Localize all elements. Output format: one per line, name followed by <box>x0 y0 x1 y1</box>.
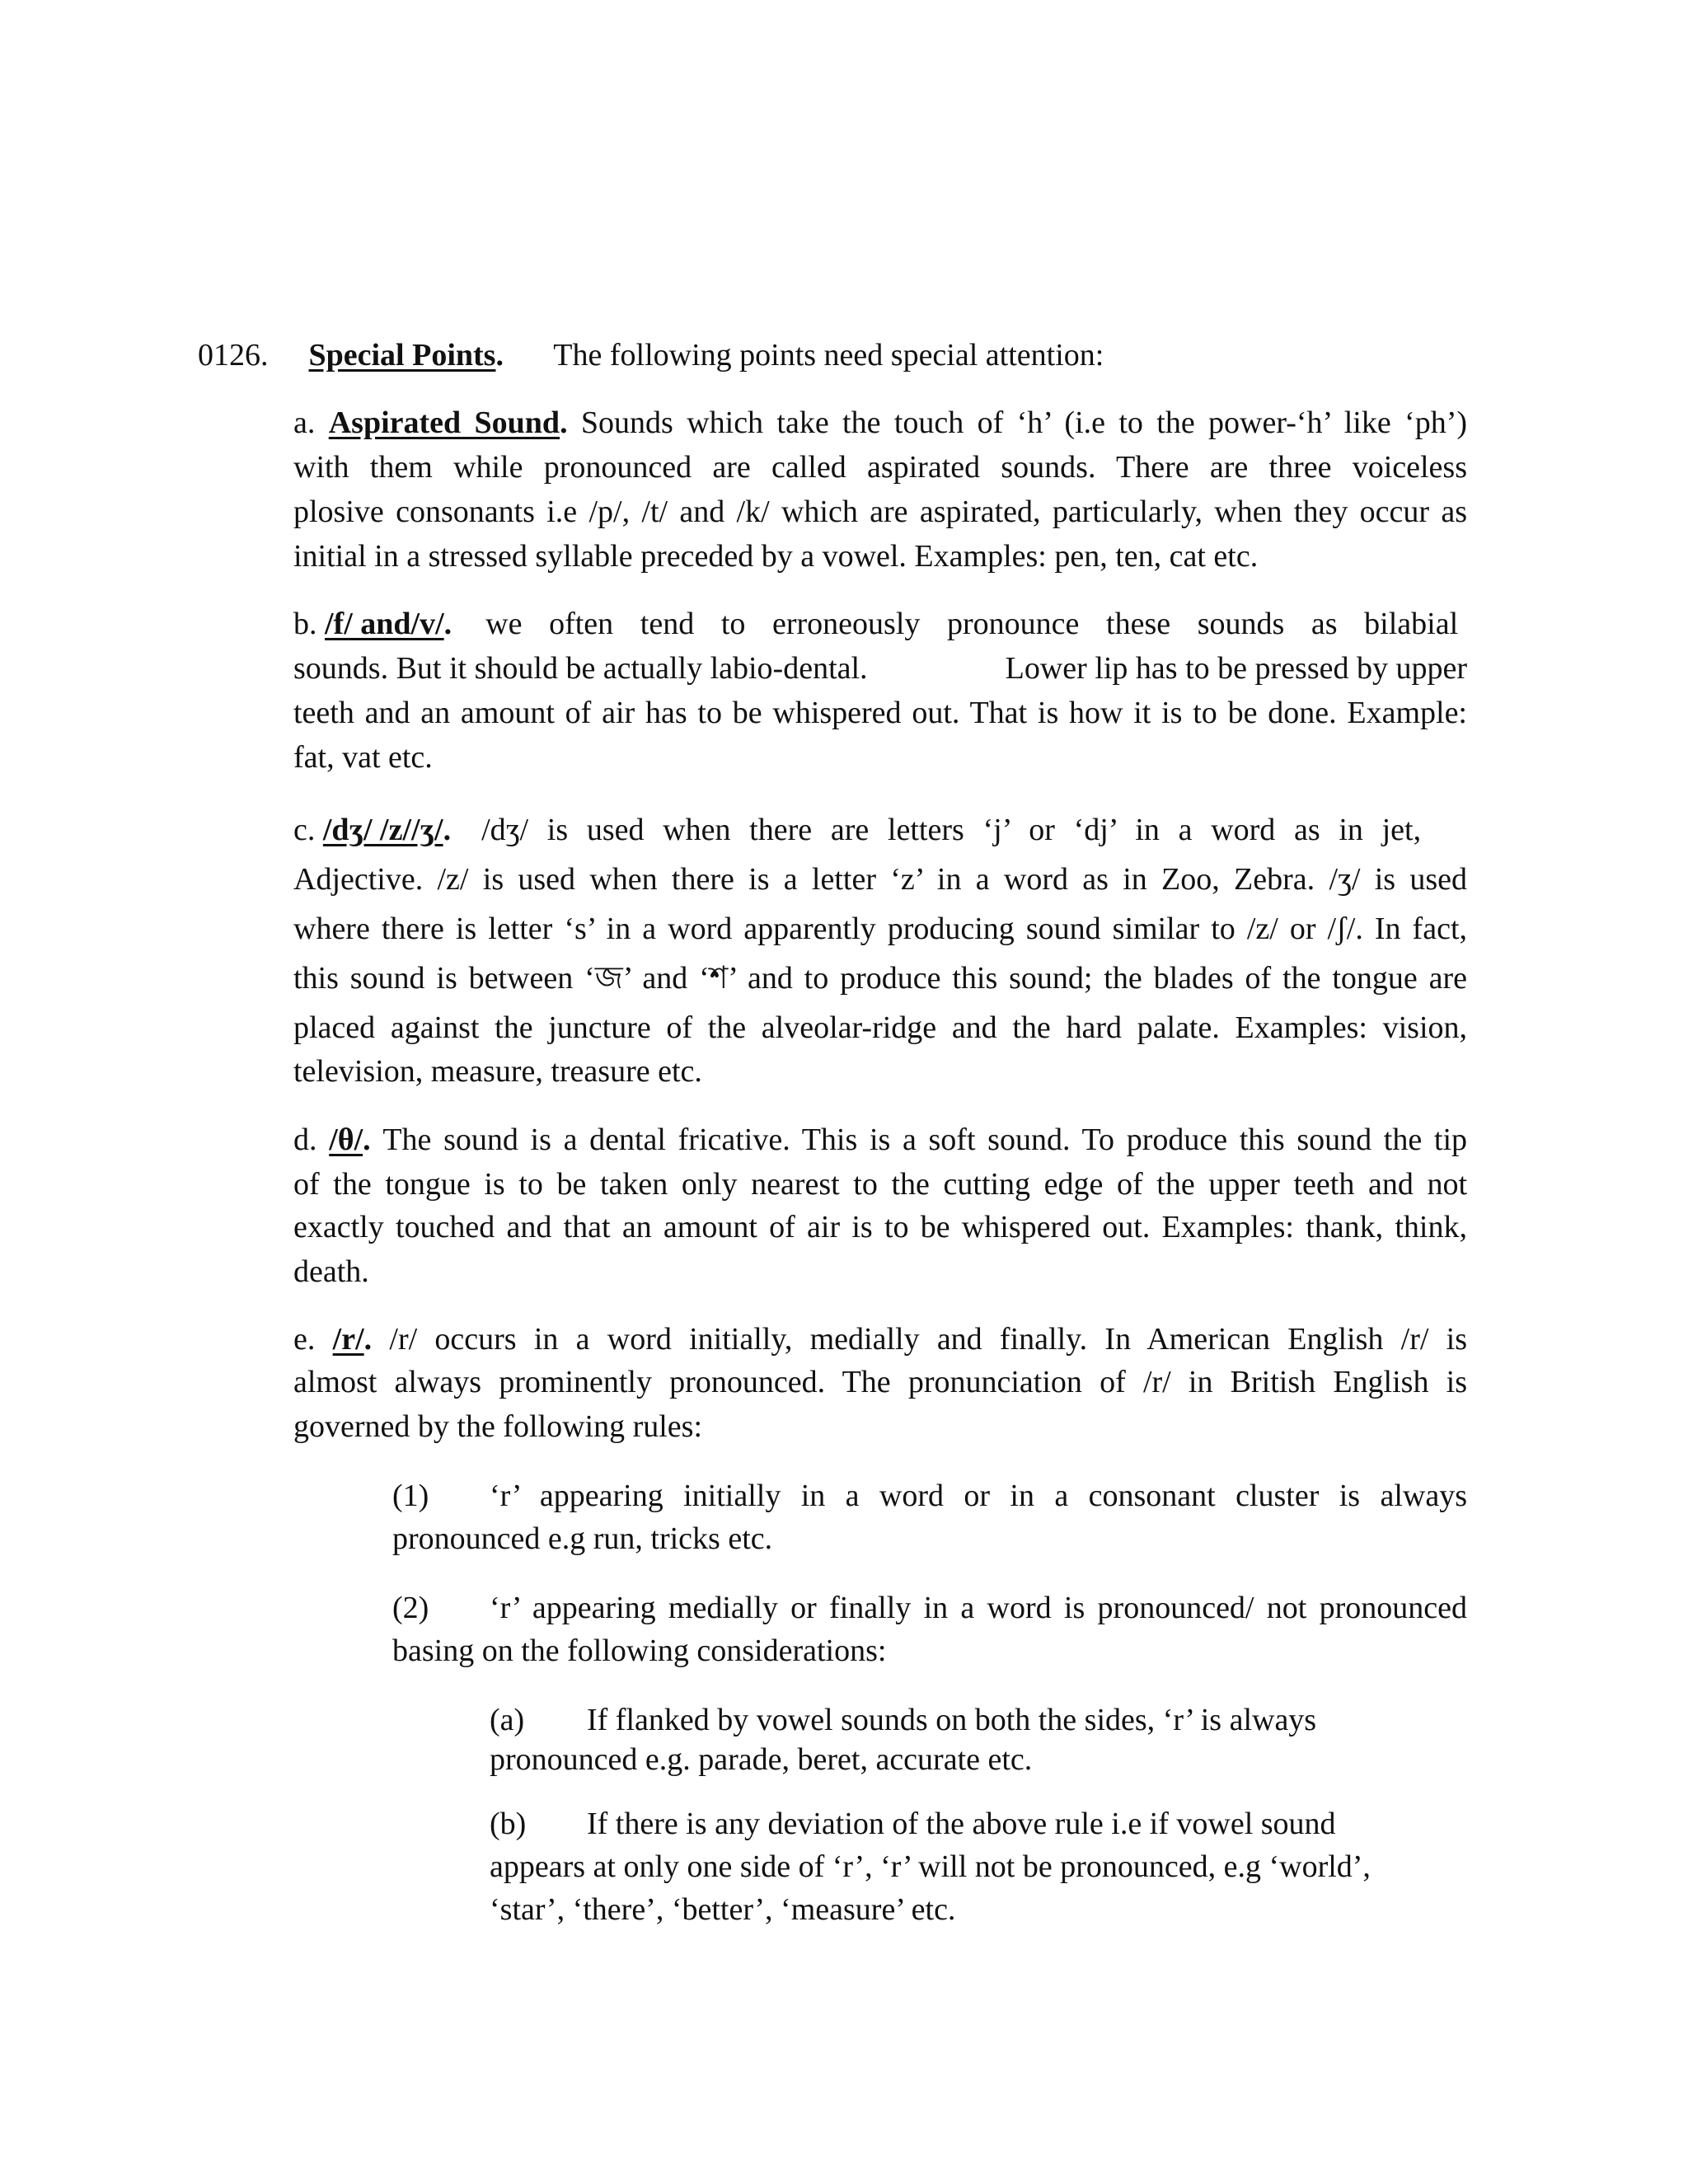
section-title: Special Points <box>308 338 496 373</box>
item-c-line-2: Adjective. /z/ is used when there is a letter ‘z’ in a word as in Zoo, Zebra. /ʒ/ is used <box>293 862 1467 897</box>
item-e-marker: e. <box>293 1322 316 1357</box>
item-b-line-4: fat, vat etc. <box>293 740 433 775</box>
item-a-line-1: a. Aspirated Sound. Sounds which take the touch of ‘h’ (i.e to the power-‘h’ like ‘ph’) <box>293 405 1468 440</box>
subrule-a-line-2: pronounced e.g. parade, beret, accurate etc. <box>490 1742 1033 1777</box>
rule-1-marker: (1) <box>392 1479 429 1513</box>
rule-2-line-2: basing on the following considerations: <box>392 1633 887 1668</box>
item-d-line-2: of the tongue is to be taken only nearest to the cutting edge of the upper teeth and not <box>293 1167 1467 1202</box>
section-number: 0126. <box>198 338 269 373</box>
rule-1-line-2: pronounced e.g run, tricks etc. <box>392 1521 773 1556</box>
item-e-line-3: governed by the following rules: <box>293 1409 703 1444</box>
item-b-line-1: b. /f/ and/v/. we often tend to erroneously pronounce these sounds as bilabial <box>293 607 1459 641</box>
item-b-line-3: teeth and an amount of air has to be whispered out. That is how it is to be done. Example: <box>293 696 1467 730</box>
item-b-heading: /f/ and/v/ <box>325 607 444 641</box>
rule-2-line-1: ‘r’ appearing medially or finally in a word is pronounced/ not pronounced <box>490 1591 1467 1625</box>
subrule-a-line-1: If flanked by vowel sounds on both the sides, ‘r’ is always <box>587 1703 1317 1737</box>
item-d-line-3: exactly touched and that an amount of air is to be whispered out. Examples: thank, think, <box>293 1210 1467 1244</box>
item-e-line-2: almost always prominently pronounced. The pronunciation of /r/ in British English is <box>293 1365 1467 1399</box>
subrule-b-line-1: If there is any deviation of the above rule i.e if vowel sound <box>587 1807 1336 1841</box>
item-a-line-2: with them while pronounced are called aspirated sounds. There are three voiceless <box>293 450 1467 485</box>
item-c-line-1: c. /dʒ/ /z//ʒ/. /dʒ/ is used when there are letters ‘j’ or ‘dj’ in a word as in jet, <box>293 813 1422 847</box>
subrule-b-marker: (b) <box>490 1807 527 1841</box>
rule-1-line-1: ‘r’ appearing initially in a word or in a consonant cluster is always <box>490 1479 1467 1513</box>
item-a-marker: a. <box>293 405 316 440</box>
item-c-line-5: placed against the juncture of the alveolar-ridge and the hard palate. Examples: vision, <box>293 1010 1467 1045</box>
subrule-b-line-3: ‘star’, ‘there’, ‘better’, ‘measure’ etc. <box>490 1892 956 1927</box>
item-c-line-6: television, measure, treasure etc. <box>293 1054 702 1089</box>
item-d-line-4: death. <box>293 1254 369 1289</box>
rule-2-marker: (2) <box>392 1591 429 1625</box>
item-c-marker: c. <box>293 813 316 847</box>
item-d-marker: d. <box>293 1122 317 1157</box>
item-c-heading: /dʒ/ /z//ʒ/ <box>322 813 443 847</box>
item-a-line-4: initial in a stressed syllable preceded by a vowel. Examples: pen, ten, cat etc. <box>293 539 1259 574</box>
item-d-heading: /θ/ <box>329 1122 363 1157</box>
item-c-line-4: this sound is between ‘জ’ and ‘শ’ and to produce this sound; the blades of the tongue are <box>293 961 1467 996</box>
item-e-heading: /r/ <box>332 1322 364 1357</box>
subrule-a-marker: (a) <box>490 1703 525 1737</box>
section-intro: The following points need special attention: <box>553 338 1104 373</box>
item-d-line-1: d. /θ/. The sound is a dental fricative. This is a soft sound. To produce this sound the tip <box>293 1122 1468 1157</box>
subrule-b-line-2: appears at only one side of ‘r’, ‘r’ will not be pronounced, e.g ‘world’, <box>490 1849 1371 1884</box>
item-b-line-2a: sounds. But it should be actually labio-dental. <box>293 651 868 686</box>
item-b-marker: b. <box>293 607 317 641</box>
item-a-heading: Aspirated Sound <box>328 405 560 440</box>
item-b-line-2b: Lower lip has to be pressed by upper <box>1005 651 1467 686</box>
item-e-line-1: e. /r/. /r/ occurs in a word initially, medially and finally. In American English /r/ is <box>293 1322 1468 1357</box>
item-a-line-3: plosive consonants i.e /p/, /t/ and /k/ which are aspirated, particularly, when they occur as <box>293 494 1467 529</box>
section-heading: 0126. Special Points. The following points need special attention: <box>198 338 1104 373</box>
item-c-line-3: where there is letter ‘s’ in a word apparently producing sound similar to /z/ or /ʃ/. In fact, <box>293 912 1467 946</box>
